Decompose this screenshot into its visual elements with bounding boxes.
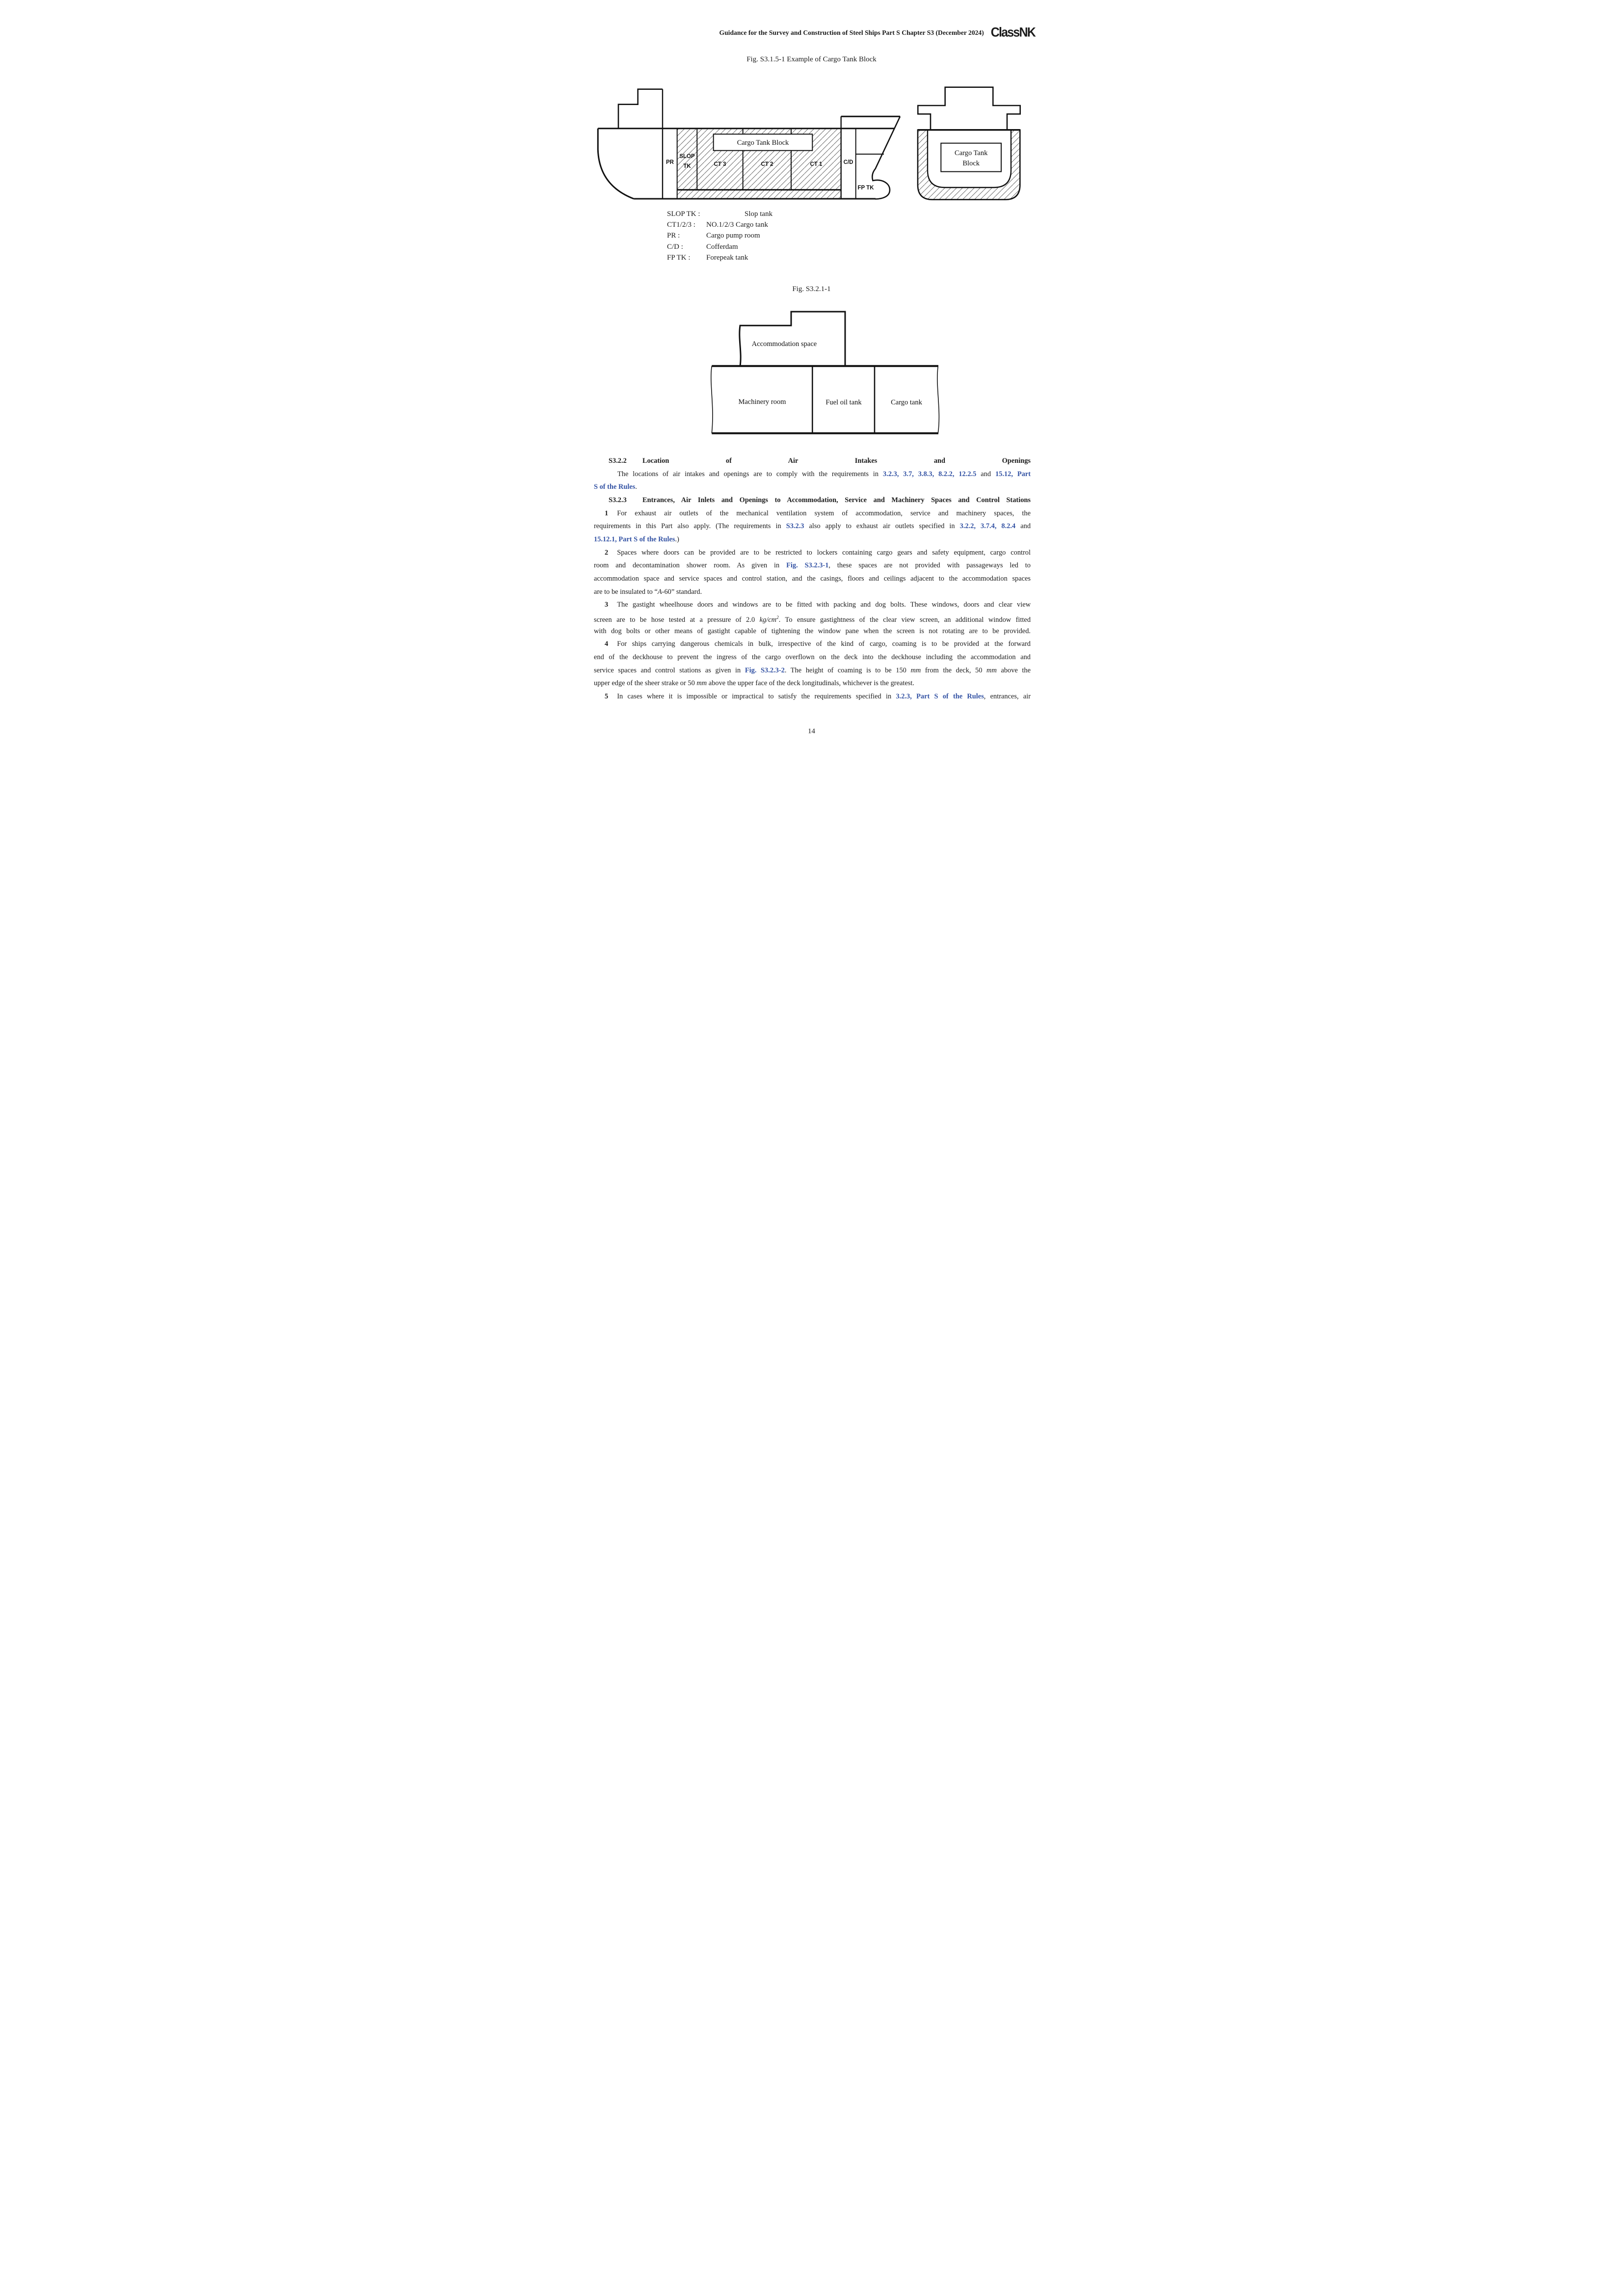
- body-text: [594, 454, 1031, 703]
- text-line: [594, 651, 1031, 664]
- heading-s322: [594, 454, 1031, 468]
- accommodation-outline: [740, 312, 845, 366]
- text-segment: For ships carrying dangerous chemicals in bulk, irrespective of the kind of cargo, coaming is to be provided at the forward: [617, 640, 1031, 648]
- text-segment: room and decontamination shower room. As given in: [594, 561, 787, 570]
- text-segment: A: [657, 587, 662, 596]
- pr-label: PR: [666, 160, 674, 165]
- text-segment: In cases where it is impossible or impractical to satisfy the requirements specified in: [617, 692, 896, 700]
- text-segment: and: [1015, 522, 1031, 531]
- fig1-title: Fig. S3.1.5-1 Example of Cargo Tank Block: [746, 55, 877, 63]
- text-segment: 2: [776, 615, 779, 620]
- cross-reference-link[interactable]: 15.12.1, Part S of the Rules: [594, 535, 675, 543]
- ct1-label: CT 1: [810, 161, 823, 167]
- text-segment: 1: [605, 509, 609, 517]
- classnk-logo: ClassNK: [990, 25, 1035, 40]
- text-segment: .: [635, 483, 637, 491]
- cargo-tank-block-label: Cargo Tank Block: [737, 139, 789, 147]
- text-segment: The gastight wheelhouse doors and windows are to be fitted with packing and dog bolts. These windows, doors and clear view: [617, 601, 1031, 609]
- text-segment: Location of Air Intakes and Openings: [642, 457, 1031, 465]
- legend-abbr: FP TK :: [667, 253, 691, 262]
- legend-def: Cofferdam: [706, 242, 738, 251]
- slop-tk-label-1: SLOP: [679, 154, 695, 160]
- fp-tk-label: FP TK: [857, 185, 874, 191]
- text-line: [594, 572, 1031, 586]
- text-line: [594, 520, 1031, 533]
- text-line: [594, 559, 1031, 572]
- heading-s323: [594, 494, 1031, 507]
- legend-def: NO.1/2/3 Cargo tank: [706, 221, 768, 229]
- legend-def: Cargo pump room: [706, 232, 760, 240]
- text-segment: requirements in this Part also apply. (The requirements in: [594, 522, 786, 531]
- text-segment: also apply to exhaust air outlets specified in: [804, 522, 960, 531]
- cross-reference-link[interactable]: 3.2.3, Part S of the Rules: [896, 692, 984, 700]
- text-segment: mm: [696, 679, 707, 688]
- text-segment: 4: [605, 640, 609, 648]
- page-header: [719, 26, 1035, 40]
- text-segment: screen are to be hose tested at a pressure of 2.0: [594, 615, 760, 624]
- legend-def: Slop tank: [745, 210, 773, 218]
- text-segment: service spaces and control stations as given in: [594, 666, 745, 674]
- legend-row: [667, 209, 772, 219]
- text-line: [594, 481, 1031, 494]
- cross-reference-link[interactable]: 15.12, Part: [995, 470, 1031, 478]
- cross-reference-link[interactable]: Fig. S3.2.3-2: [745, 666, 785, 674]
- text-segment: with dog bolts or other means of gastight capable of tightening the window pane when the screen is not rotating are to be provided.: [594, 627, 1031, 635]
- fig1-section-view-diagram: [913, 79, 1026, 204]
- legend-row: [667, 252, 772, 263]
- text-segment: 3: [605, 601, 609, 609]
- cargo-tank-block-label-line2: Block: [962, 160, 980, 167]
- legend-row: [667, 219, 772, 230]
- cross-reference-link[interactable]: 3.2.3, 3.7, 3.8.3, 8.2.2, 12.2.5: [883, 470, 977, 478]
- left-break-line: [711, 366, 713, 433]
- legend-row: [667, 241, 772, 252]
- text-segment: . To ensure gastightness of the clear view screen, an additional window fitted: [778, 615, 1031, 624]
- text-segment: upper edge of the sheer strake or 50: [594, 679, 697, 688]
- text-segment: S3.2.2: [609, 457, 627, 465]
- text-segment: accommodation space and service spaces and control station, and the casings, floors and ceilings adjacent to the accommodation spaces: [594, 574, 1031, 583]
- text-line: [594, 507, 1031, 520]
- text-segment: end of the deckhouse to prevent the ingress of the cargo overflown on the deck into the deckhouse including the accommodation and: [594, 653, 1031, 661]
- text-line: [594, 638, 1031, 651]
- ct2-label: CT 2: [761, 161, 773, 167]
- machinery-room-label: Machinery room: [738, 398, 786, 406]
- funnel-casing-outline: [918, 87, 1020, 130]
- text-line: [594, 533, 1031, 546]
- cross-reference-link[interactable]: 3.2.2, 3.7.4, 8.2.4: [959, 522, 1016, 531]
- legend-abbr: CT1/2/3 :: [667, 221, 695, 229]
- fig1-legend: [667, 209, 772, 263]
- text-segment: Spaces where doors can be provided are to be restricted to lockers containing cargo gears and safety equipment, cargo control: [617, 548, 1031, 557]
- text-segment: , these spaces are not provided with passageways led to: [828, 561, 1031, 570]
- text-segment: mm: [910, 666, 921, 674]
- text-segment: 5: [605, 692, 609, 700]
- accommodation-space-label: Accommodation space: [751, 340, 817, 348]
- text-line: [594, 677, 1031, 690]
- legend-abbr: PR :: [667, 232, 680, 240]
- page-number: 14: [808, 727, 815, 735]
- cross-reference-link[interactable]: S3.2.3: [786, 522, 804, 531]
- fig2-diagram: [703, 304, 943, 437]
- cd-label: C/D: [843, 160, 853, 165]
- fig2-title: Fig. S3.2.1-1: [792, 285, 831, 293]
- text-segment: Entrances, Air Inlets and Openings to Accommodation, Service and Machinery Spaces and Control Stations: [642, 496, 1031, 504]
- text-line: [594, 625, 1031, 638]
- text-segment: from the deck, 50: [921, 666, 987, 674]
- text-segment: S3.2.3: [609, 496, 627, 504]
- fuel-oil-tank-label: Fuel oil tank: [825, 399, 862, 406]
- text-segment: The locations of air intakes and openings are to comply with the requirements in: [617, 470, 883, 478]
- text-segment: above the upper face of the deck longitudinals, whichever is the greatest.: [707, 679, 914, 688]
- legend-row: [667, 230, 772, 241]
- text-segment: mm: [986, 666, 997, 674]
- cargo-tank-block-label-line1: Cargo Tank: [955, 149, 988, 157]
- fig1-side-view-diagram: [592, 74, 906, 204]
- text-line: [594, 598, 1031, 612]
- text-segment: 2: [605, 548, 609, 557]
- legend-abbr: C/D :: [667, 242, 683, 251]
- text-line: [594, 664, 1031, 677]
- text-segment: For exhaust air outlets of the mechanical ventilation system of accommodation, service and machinery spaces, the: [617, 509, 1031, 517]
- ct3-label: CT 3: [714, 161, 726, 167]
- text-segment: .): [675, 535, 679, 543]
- cross-reference-link[interactable]: S of the Rules: [594, 483, 636, 491]
- text-segment: -60” standard.: [662, 587, 702, 596]
- cargo-tank-label: Cargo tank: [891, 399, 922, 406]
- cargo-tank-block-box: [941, 143, 1001, 172]
- text-segment: and: [976, 470, 995, 478]
- text-line: [594, 468, 1031, 481]
- text-line: [594, 690, 1031, 703]
- text-line: [594, 586, 1031, 599]
- right-break-line: [937, 366, 939, 433]
- cross-reference-link[interactable]: Fig. S3.2.3-1: [786, 561, 829, 570]
- text-segment: . The height of coaming is to be 150: [784, 666, 911, 674]
- text-segment: kg/cm: [759, 615, 776, 624]
- text-line: [594, 612, 1031, 625]
- text-segment: , entrances, air: [984, 692, 1031, 700]
- text-segment: above the: [996, 666, 1031, 674]
- text-line: [594, 546, 1031, 560]
- legend-abbr: SLOP TK :: [667, 210, 700, 218]
- slop-tk-label-2: TK: [683, 163, 691, 169]
- text-segment: are to be insulated to “: [594, 587, 658, 596]
- header-title: Guidance for the Survey and Construction of Steel Ships Part S Chapter S3 (December 2024): [719, 28, 984, 36]
- legend-def: Forepeak tank: [706, 253, 748, 262]
- document-page: [541, 0, 1082, 766]
